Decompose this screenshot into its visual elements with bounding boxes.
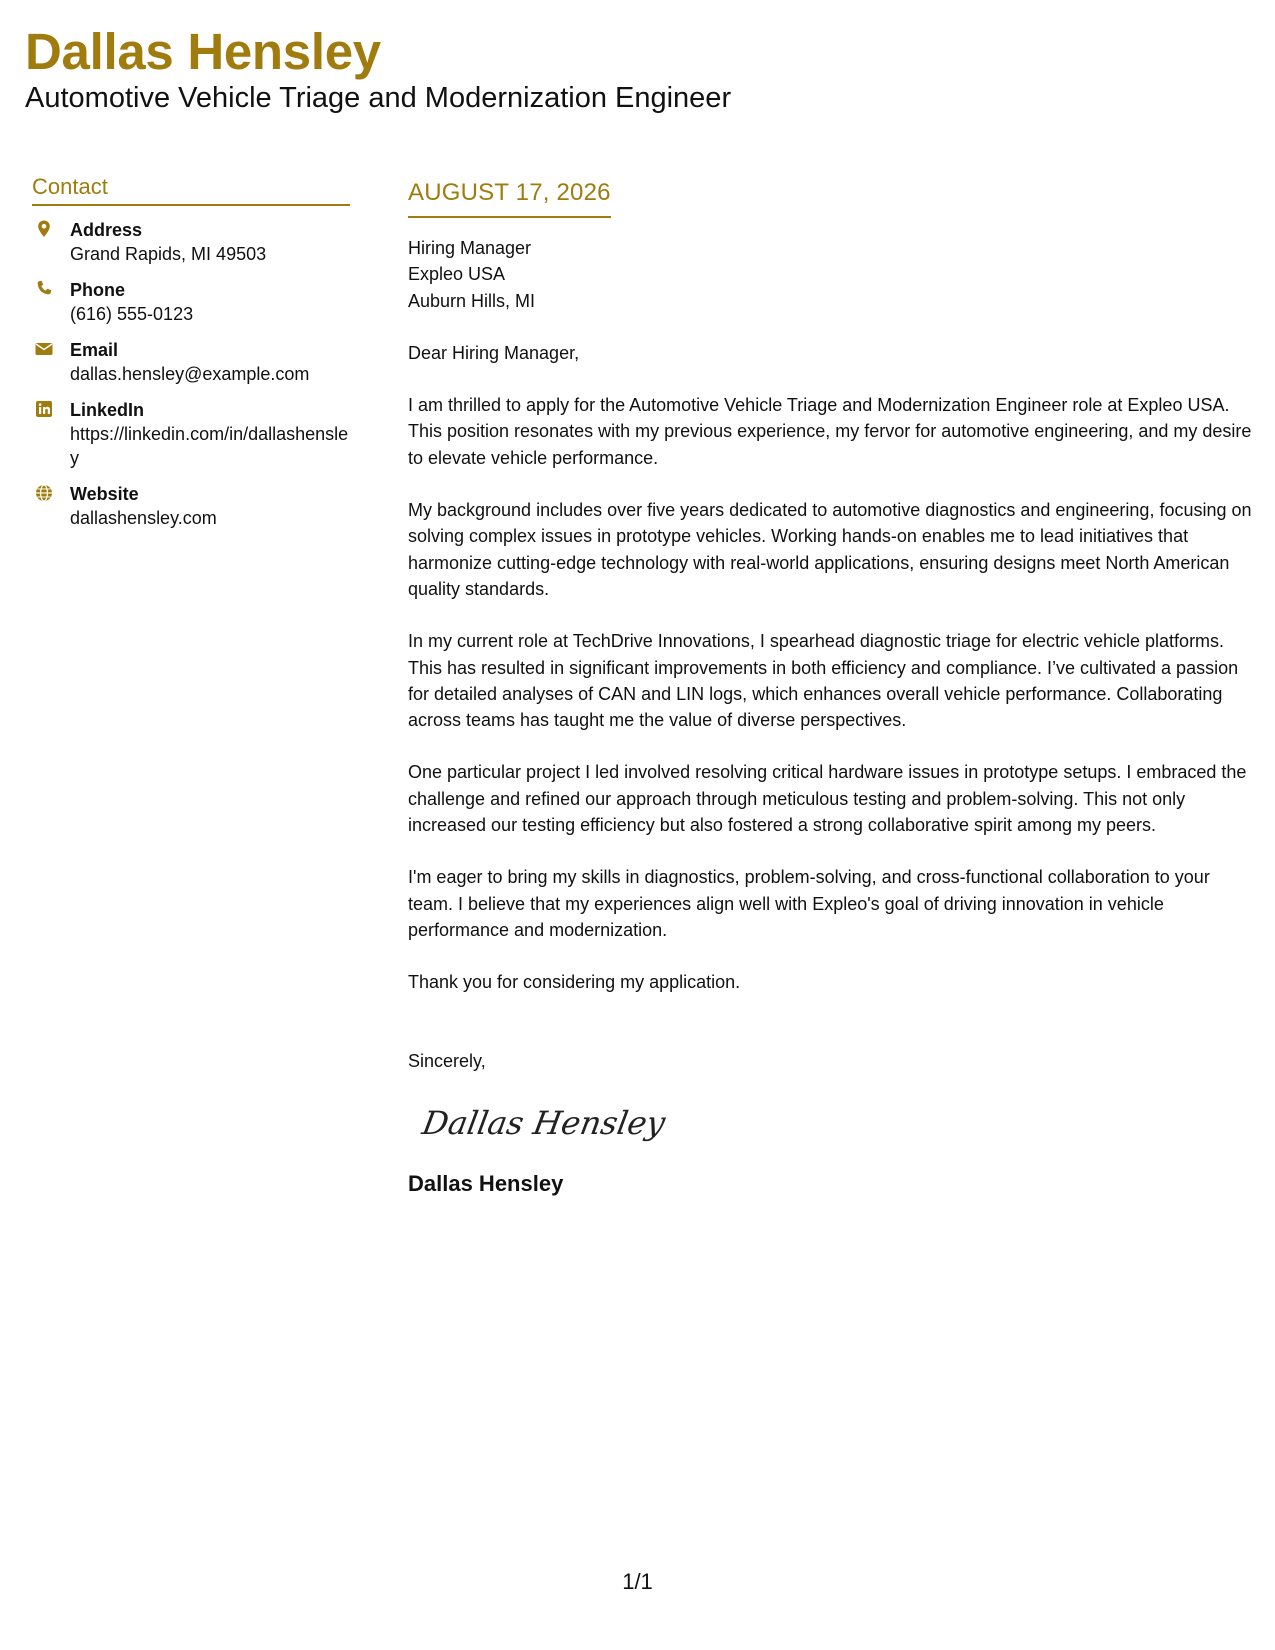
recipient-line: Auburn Hills, MI [408, 290, 536, 311]
recipient-line: Hiring Manager [408, 238, 532, 258]
letter-body [408, 178, 1253, 1199]
contact-website [32, 482, 350, 530]
closing: Sincerely, [408, 1050, 486, 1071]
contact-sidebar [32, 174, 350, 542]
recipient-line: Expleo USA [408, 264, 506, 285]
phone-label: Phone [70, 280, 126, 300]
linkedin-icon [34, 399, 54, 419]
phone-icon [34, 279, 54, 299]
recipient-block [408, 235, 1253, 314]
globe-icon [34, 483, 54, 503]
body-paragraph: My background includes over five years dedicated to automotive diagnostics and engineering, focusing on solving complex issues in prototype vehicles. Working hands-on enables me to lead initiatives that harmonize cutting-edge technology with real-world applications, ensuring designs meet North American quality standards. [408, 500, 1252, 599]
email-label: Email [70, 340, 119, 360]
contact-phone [32, 278, 350, 326]
website-value[interactable]: dallashensley.com [70, 508, 217, 528]
body-paragraph: Thank you for considering my application. [408, 972, 741, 993]
envelope-icon [34, 339, 54, 359]
email-value[interactable]: dallas.hensley@example.com [70, 364, 310, 384]
contact-email [32, 338, 350, 386]
handwritten-signature [416, 1094, 666, 1150]
linkedin-value[interactable]: https://linkedin.com/in/dallashensley [70, 424, 349, 468]
job-title: Automotive Vehicle Triage and Modernization Engineer [25, 82, 732, 114]
letter-date: AUGUST 17, 2026 [408, 179, 611, 206]
address-label: Address [70, 220, 143, 240]
body-paragraph: One particular project I led involved resolving critical hardware issues in prototype setups. I embraced the challenge and refined our approach through meticulous testing and problem-solving. This not only increased our testing efficiency but also fostered a strong collaborative spirit among my peers. [408, 762, 1247, 836]
body-paragraph: I'm eager to bring my skills in diagnostics, problem-solving, and cross-functional collaboration to your team. I believe that my experiences align well with Expleo's goal of driving innovation in vehicle performance and modernization. [408, 867, 1210, 940]
body-paragraph: I am thrilled to apply for the Automotive Vehicle Triage and Modernization Engineer role at Expleo USA. This position resonates with my previous experience, my fervor for automotive engineering, and my desire to elevate vehicle performance. [408, 395, 1252, 468]
contact-heading: Contact [32, 174, 350, 206]
map-pin-icon [34, 219, 54, 239]
contact-address [32, 218, 350, 266]
linkedin-label: LinkedIn [70, 400, 145, 420]
address-value: Grand Rapids, MI 49503 [70, 244, 267, 264]
candidate-name: Dallas Hensley [25, 23, 381, 80]
svg-text:Dallas Hensley: Dallas Hensley [419, 1104, 666, 1142]
body-paragraph: In my current role at TechDrive Innovations, I spearhead diagnostic triage for electric vehicle platforms. This has resulted in significant improvements in both efficiency and compliance. I’ve cultivated a passion for detailed analyses of CAN and LIN logs, which enhances overall vehicle performance. Collaborating across teams has taught me the value of diverse perspectives. [408, 631, 1239, 731]
contact-linkedin [32, 398, 350, 470]
signer-name: Dallas Hensley [408, 1170, 564, 1196]
salutation: Dear Hiring Manager, [408, 342, 580, 363]
website-label: Website [70, 484, 139, 504]
date-block [408, 178, 611, 218]
phone-value: (616) 555-0123 [70, 304, 194, 324]
page-number: 1/1 [622, 1569, 653, 1594]
